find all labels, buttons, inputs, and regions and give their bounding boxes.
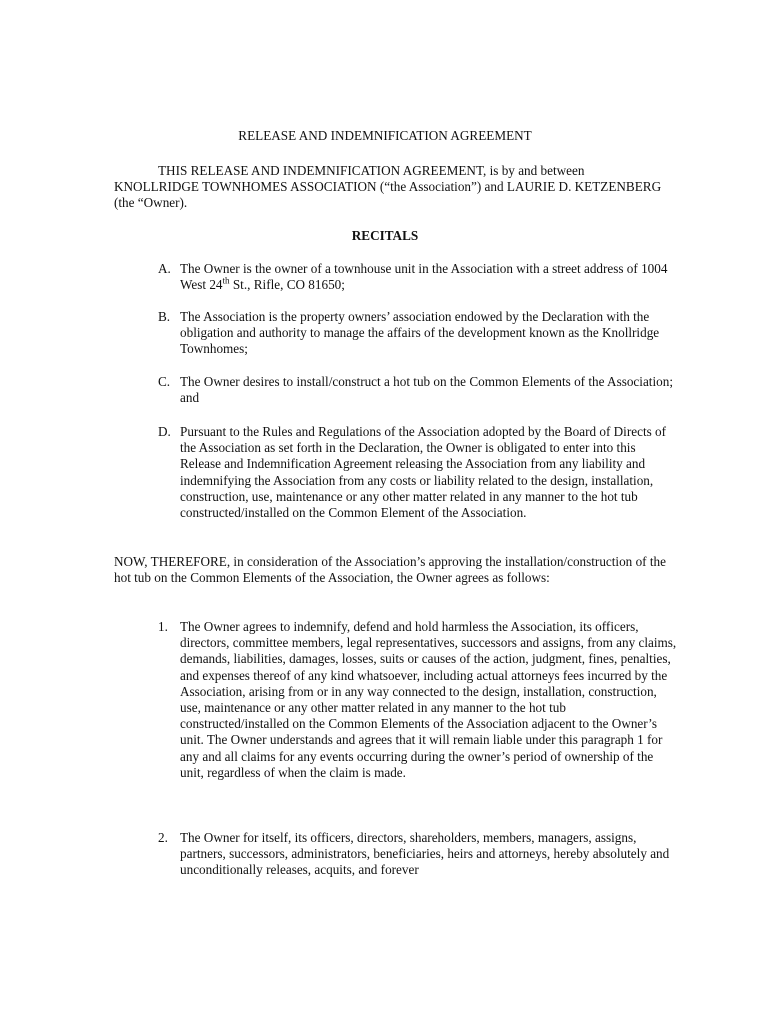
- term-text: The Owner for itself, its officers, directors, shareholders, members, managers, assigns, partners, successors, administrators, beneficiaries, heirs and attorneys, hereby absolutely and unconditionally releases, acquits, and forever: [180, 830, 670, 878]
- recital-marker: C.: [158, 374, 171, 389]
- recital-item-c: [158, 374, 678, 406]
- intro-paragraph: [114, 163, 666, 212]
- recital-text-part: The Owner is the owner of a townhouse unit in the Association with a street address of 1004 West 24: [180, 261, 668, 293]
- recital-item-a: [158, 261, 678, 293]
- term-marker: 1.: [158, 619, 168, 634]
- recital-text: The Owner desires to install/construct a hot tub on the Common Elements of the Association; and: [180, 374, 673, 406]
- ordinal-suffix: th: [222, 275, 230, 286]
- recital-marker: B.: [158, 309, 171, 324]
- recital-item-b: [158, 309, 678, 358]
- now-therefore-paragraph: NOW, THEREFORE, in consideration of the Association’s approving the installation/construction of the hot tub on the Common Elements of the Association, the Owner agrees as follows:: [114, 554, 666, 586]
- recital-text-part: St., Rifle, CO 81650;: [229, 277, 345, 293]
- recital-text: [180, 261, 678, 293]
- recital-marker: A.: [158, 261, 171, 276]
- recitals-heading: RECITALS: [351, 228, 419, 243]
- recital-text: The Association is the property owners’ association endowed by the Declaration with the obligation and authority to manage the affairs of the development known as the Knollridge Townhomes;: [180, 309, 660, 357]
- term-item-2: [158, 830, 678, 879]
- term-item-1: [158, 619, 678, 781]
- recital-text: Pursuant to the Rules and Regulations of the Association adopted by the Board of Directs of the Association as set forth in the Declaration, the Owner is obligated to enter into this Release and Indemnification Agreement releasing the Association from any liability and indemnifying the Association from any costs or liability related to the design, installation, construction, use, maintenance or any other matter related in any manner to the hot tub constructed/installed on the Common Element of the Association.: [180, 424, 667, 521]
- document-title: RELEASE AND INDEMNIFICATION AGREEMENT: [238, 128, 532, 143]
- recital-item-d: [158, 424, 678, 521]
- intro-text: THIS RELEASE AND INDEMNIFICATION AGREEMENT, is by and between KNOLLRIDGE TOWNHOMES ASSOCIATION (“the Association”) and LAURIE D. KETZENBERG (the “Owner).: [114, 163, 662, 211]
- recital-marker: D.: [158, 424, 171, 439]
- term-marker: 2.: [158, 830, 168, 845]
- term-text: The Owner agrees to indemnify, defend and hold harmless the Association, its officers, directors, committee members, legal representatives, successors and assigns, from any claims, demands, liabilities, damages, losses, suits or causes of the action, judgment, fines, penalties, and expenses thereof of any kind whatsoever, including actual attorneys fees incurred by the Association, arising from or in any way connected to the design, installation, construction, use, maintenance or any other matter related in any manner to the hot tub constructed/installed on the Common Elements of the Association adjacent to the Owner’s unit. The Owner understands and agrees that it will remain liable under this paragraph 1 for any and all claims for any events occurring during the owner’s period of ownership of the unit, regardless of when the claim is made.: [180, 619, 677, 780]
